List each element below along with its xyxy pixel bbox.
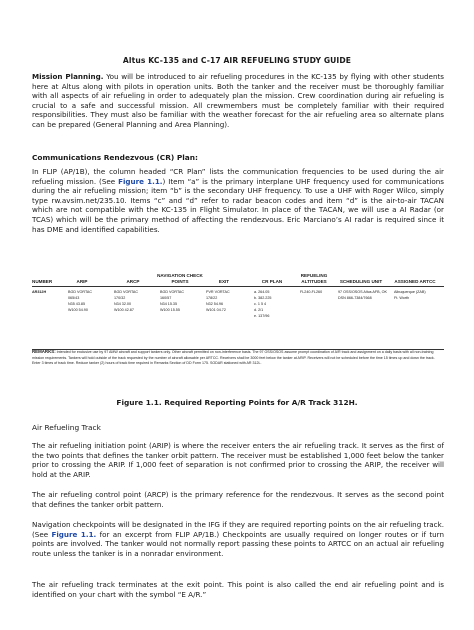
col-sched: SCHEDULING UNIT — [339, 278, 383, 284]
cell-sched — [338, 289, 387, 301]
remarks-text: Intended for exclusive use by 97 AMW aircraft and support tankers only. Other aircraft permitted on non-interference basis. The 97 OSS/OSOS assume prompt coordination of A/R track and assignment on a daily basis with all non-training mission requirements. Tankers will hold outside of the track requested by the number of aircraft allowable per ARTCC. Receivers shall be 3000 feet below the tanker at ARIP. Receivers will not be scheduled before the time 15 times up and down the track. Enter 3 times of track time. Reduce tanker (2) hours of track time required in Remarks Section of DD Form 175. SODAR stationed with AR 312L. — [32, 350, 435, 366]
cell-line: 178/22 — [206, 296, 218, 300]
cell-arip — [68, 289, 92, 313]
table-remarks — [32, 349, 444, 367]
figure-link-2[interactable]: Figure 1.1. — [51, 529, 97, 539]
cell-altitudes: FL240-FL260 — [300, 290, 323, 294]
col-artcc: ASSIGNED ARTCC — [394, 278, 436, 284]
table-row — [32, 287, 444, 350]
cell-line: W100 42.87 — [114, 308, 134, 312]
cell-line: N34 15.35 — [160, 302, 178, 306]
track-paragraph-4: The air refueling track terminates at the exit point. This point is also called the end air refueling point and is identified on your chart with the symbol “E A/R.” — [32, 580, 444, 599]
cell-line: a. 264.05 — [254, 290, 270, 294]
col-altitudes: REFUELING ALTITUDES — [300, 273, 328, 284]
cell-line: N32 54.96 — [206, 302, 224, 306]
cell-crplan — [254, 289, 271, 319]
col-arip: ARIP — [76, 278, 88, 284]
col-exit: EXIT — [218, 278, 230, 284]
cell-line: N34 32.00 — [114, 302, 132, 306]
cell-line: Albuquerque (ZAB) — [394, 290, 426, 294]
cell-line: Ft. Worth — [394, 296, 410, 300]
cell-exit — [206, 289, 230, 313]
intro-text: You will be introduced to air refueling procedures in the KC-135 by flying with other students here at Altus along with pilots in operation units. Both the tanker and the receiver must be thoroughly familiar with all aspects of air refueling in order to adequately plan the mission. Crew coordination during air refueling is crucial to a safe and successful mission. All crewmembers must be completely familiar with their required responsibilities. They must also be familiar with the weather forecast for the air refueling area so alternate plans can be prepared (General Planning and Area Planning). — [32, 72, 444, 129]
cr-text-1: In FLIP (AP/1B), the column headed “CR Plan” lists the communication frequencies to be used during the air refueling mission. (See — [32, 167, 444, 186]
col-crplan: CR PLAN — [261, 278, 283, 284]
track-paragraph-1: The air refueling initiation point (ARIP) is where the receiver enters the air refueling track. It serves as the first of the two points that defines the tanker orbit pattern. The receiver must be established 1,000 feet below the tanker prior to crossing the ARIP. If 1,000 feet of separation is not confirmed prior to crossing the ARIP, the receiver will hold at the ARIP. — [32, 441, 444, 479]
track3-text-2: for an excerpt from FLIP AP/1B.) Checkpoints are usually required on longer routes or if turn points are involved. The tanker would not normally report passing these points to ARTCC on an actual air refueling route unless the tanker is in a nonradar environment. — [32, 529, 445, 558]
cell-line: W101 04.72 — [206, 308, 226, 312]
cr-paragraph — [32, 167, 444, 234]
cell-line: c. 1 5 4 — [254, 302, 267, 306]
track-heading: Air Refueling Track — [32, 423, 101, 432]
figure-caption: Figure 1.1. Required Reporting Points for A/R Track 312H. — [116, 398, 358, 407]
table-header — [32, 266, 444, 287]
cell-artcc — [394, 289, 426, 301]
cell-line: N35 43.85 — [68, 302, 86, 306]
intro-lead: Mission Planning. — [32, 72, 104, 81]
track-paragraph-2: The air refueling control point (ARCP) is the primary reference for the rendezvous. It serves as the second point that defines the tanker orbit pattern. — [32, 490, 444, 509]
col-arcp: ARCP — [126, 278, 140, 284]
col-nav: NAVIGATION CHECK POINTS — [157, 273, 203, 284]
flip-table — [32, 266, 444, 350]
track-paragraph-3 — [32, 520, 444, 558]
cell-line: BGD VORTAC — [160, 290, 185, 294]
cell-line: DSN 866-7384/7668 — [338, 296, 372, 300]
cell-line: 97 OSS/OSOS Altus AFB, OK — [338, 290, 387, 294]
cell-nav — [160, 289, 184, 313]
cr-heading: Communications Rendezvous (CR) Plan: — [32, 153, 199, 162]
cell-line: e. 137/96 — [254, 314, 270, 318]
intro-paragraph — [32, 72, 444, 130]
cell-line: 065/43 — [68, 296, 80, 300]
cell-line: d. 2/1 — [254, 308, 264, 312]
page-title: Altus KC-135 and C-17 AIR REFUELING STUDY GUIDE — [122, 56, 352, 65]
col-number: NUMBER — [32, 278, 53, 284]
figure-link[interactable]: Figure 1.1. — [118, 176, 163, 186]
cell-line: W100 54.90 — [68, 308, 88, 312]
cell-arcp — [114, 289, 138, 313]
cell-line: PVR VORTAC — [206, 290, 230, 294]
cell-line: 170/32 — [114, 296, 126, 300]
track3-text-1: Navigation checkpoints will be designated in the IFG if they are required reporting points on the air refueling track. (See — [32, 520, 444, 539]
cell-line: 160/57 — [160, 296, 172, 300]
remarks-label: REMARKS: — [32, 349, 56, 354]
cell-number: AR312H — [32, 290, 47, 294]
cell-line: W100 15.55 — [160, 308, 180, 312]
cell-line: BGD VORTAC — [68, 290, 93, 294]
cell-line: BGD VORTAC — [114, 290, 139, 294]
cell-line: b. 382.225 — [254, 296, 272, 300]
cr-text-2: ) Item “a” is the primary interplane UHF frequency used for communications during the air refueling mission; item “b” is the secondary UHF frequency. To use a UHF with Roger Wilco, simply type rw.avsim.net/235.10. Items “c” and “d” refer to radar beacon codes and item “d” is the air-to-air TACAN which are not compatible with the KC-135 in Flight Simulator. In place of the TACAN, we will use a AI Radar (or TCAS) which will be the primary method of affecting the rendezvous. Eric Marciano’s AI radar is required since it has DME and identified capabilities. — [32, 176, 445, 234]
